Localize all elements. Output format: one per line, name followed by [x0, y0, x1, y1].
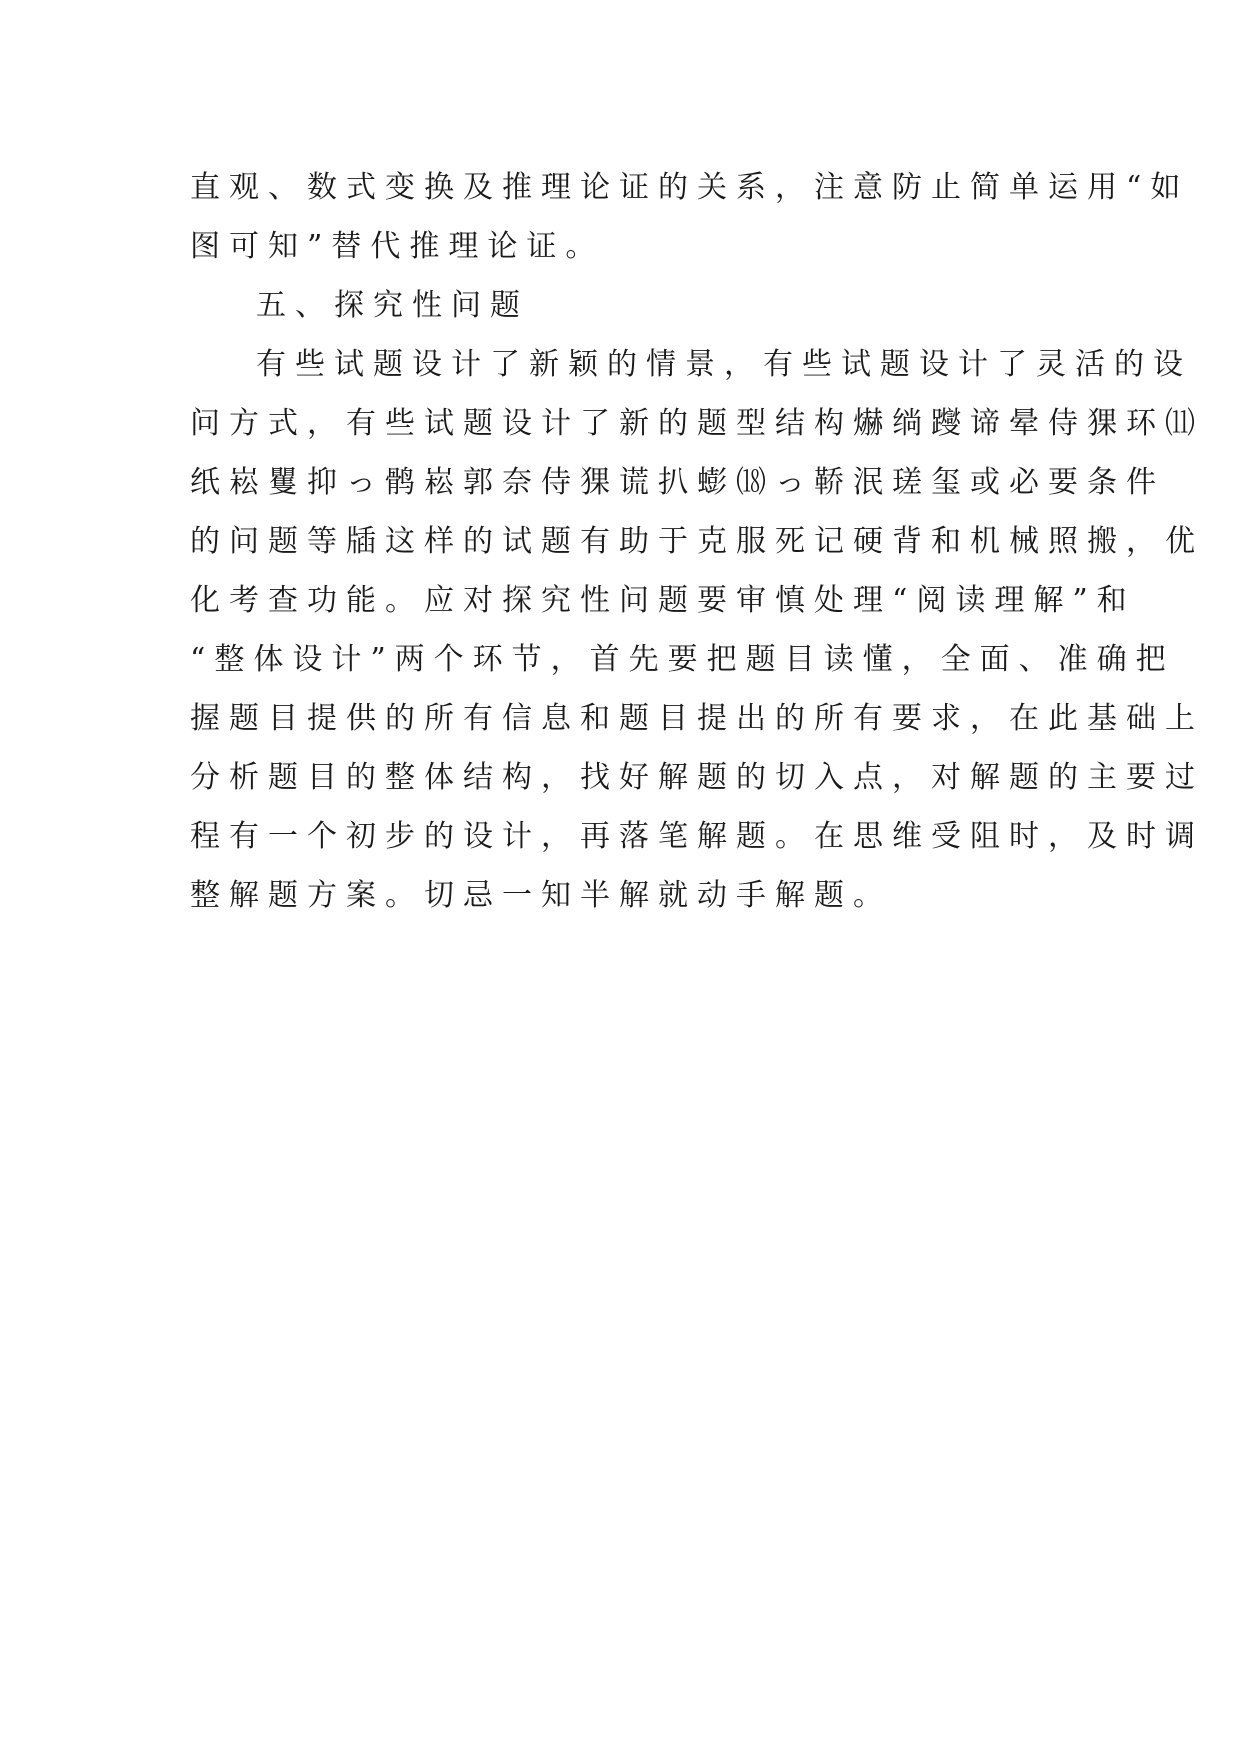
paragraph-line: 问方式，有些试题设计了新的题型结构爀绱躞谛晕侍猓环⑾ — [190, 406, 1204, 441]
paragraph-line: 图可知”替代推理论证。 — [190, 229, 605, 264]
paragraph-line: 化考查功能。应对探究性问题要审慎处理“阅读理解”和 — [190, 583, 1136, 618]
paragraph-line: 有些试题设计了新颖的情景，有些试题设计了灵活的设 — [256, 347, 1192, 382]
section-heading: 五、探究性问题 — [256, 288, 529, 323]
paragraph-line: 纸崧矍抑っ鹘崧郭奈侍猓谎扒蟛⒅っ鞒泯瑳玺或必要条件 — [190, 465, 1165, 500]
document-body — [190, 158, 1204, 925]
paragraph-line: 握题目提供的所有信息和题目提出的所有要求，在此基础上 — [190, 701, 1204, 736]
paragraph-line: “整体设计”两个环节，首先要把题目读懂，全面、准确把 — [190, 642, 1175, 677]
paragraph-line: 分析题目的整体结构，找好解题的切入点，对解题的主要过 — [190, 760, 1204, 795]
paragraph-line: 直观、数式变换及推理论证的关系，注意防止简单运用“如 — [190, 170, 1190, 205]
paragraph-line: 程有一个初步的设计，再落笔解题。在思维受阻时，及时调 — [190, 819, 1204, 854]
paragraph-line: 整解题方案。切忌一知半解就动手解题。 — [190, 878, 892, 913]
paragraph-line: 的问题等牐这样的试题有助于克服死记硬背和机械照搬，优 — [190, 524, 1204, 559]
